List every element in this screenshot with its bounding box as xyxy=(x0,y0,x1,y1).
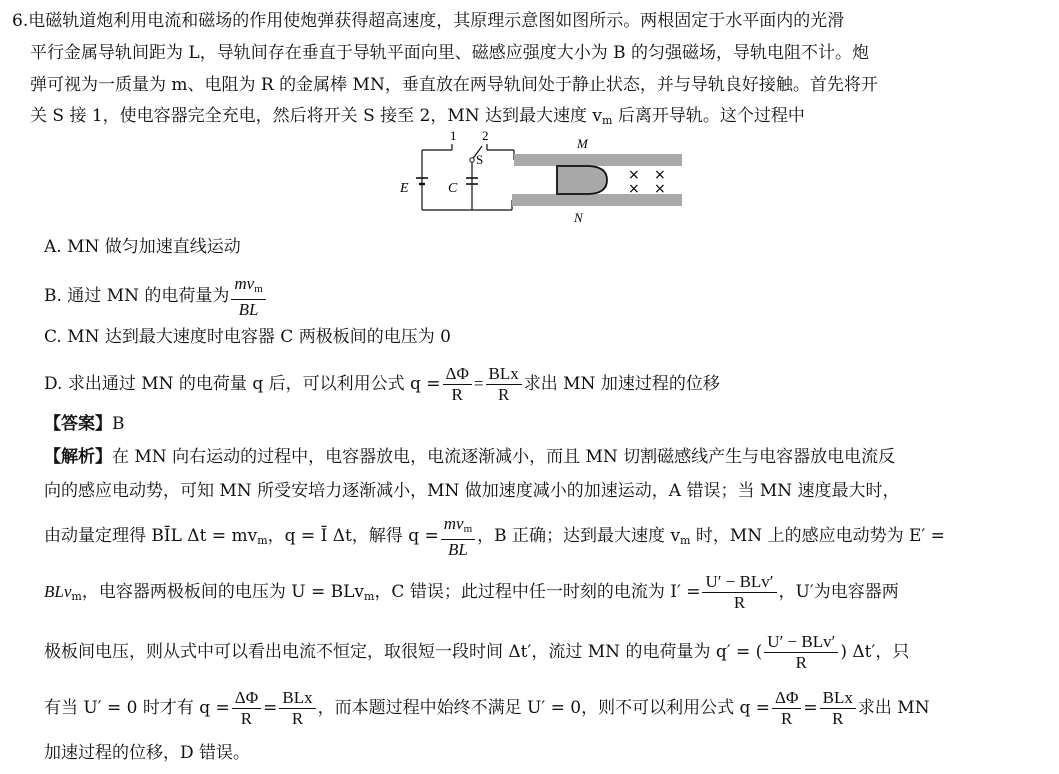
answer-line xyxy=(44,411,125,437)
label-1: 1 xyxy=(450,130,457,143)
answer-value: B xyxy=(112,414,125,434)
field-cross-2: × xyxy=(654,167,666,183)
option-C-text: C. MN 达到最大速度时电容器 C 两极板间的电压为 0 xyxy=(44,327,451,347)
question-text-4: 关 S 接 1，使电容器完全充电，然后将开关 S 接至 2，MN 达到最大速度 v xyxy=(30,106,603,126)
analysis-fraction-6b: $\frac{\text{BLx}}{R}$ xyxy=(279,688,315,729)
analysis-line-4: BLv$_m$，电容器两极板间的电压为 U = BLv$_m$，C 错误；此过程中任一时刻的电流为 I′ = $\frac{\text{U′ − BLv′}}{R}$ ，U′为电容器两 xyxy=(44,572,899,612)
option-D-fraction-2: $\frac{\text{BLx}}{R}$ xyxy=(486,364,522,405)
option-B-text: B. 通过 MN 的电荷量为 xyxy=(44,286,230,306)
analysis-line-3: 由动量定理得 BĪL $\Delta t = mv_m$，q = Ī Δt，解得 q = $\frac{mv_m}{BL}$ ，B 正确；达到最大速度 $v_m$ 时，MN 上的感应电动势为 E′ = xyxy=(44,513,945,559)
option-D-suffix: 求出 MN 加速过程的位移 xyxy=(523,374,720,394)
option-A xyxy=(44,234,241,260)
option-D: D. 求出通过 MN 的电荷量 q 后，可以利用公式 q = $\frac{\Delta\Phi}{R}$ = $\frac{\text{BLx}}{R}$ 求出 MN 加速过程的位移 xyxy=(44,364,720,404)
label-N: N xyxy=(574,210,583,225)
switch-pivot xyxy=(470,158,474,162)
question-text-3: 弹可视为一质量为 m、电阻为 R 的金属棒 MN，垂直放在两导轨间处于静止状态，并与导轨良好接触。首先将开 xyxy=(30,75,878,95)
question-line-1 xyxy=(12,8,844,34)
label-E: E xyxy=(400,181,409,196)
analysis-label: 【解析】 xyxy=(44,447,112,467)
analysis-fraction-6d: $\frac{\text{BLx}}{R}$ xyxy=(820,688,856,729)
question-number: 6. xyxy=(12,11,29,31)
analysis-line-1 xyxy=(44,444,895,470)
option-D-text: D. 求出通过 MN 的电荷量 q 后，可以利用公式 q = xyxy=(44,374,441,394)
analysis-line-7 xyxy=(44,740,250,766)
label-C: C xyxy=(448,181,458,196)
analysis-fraction-6c: $\frac{\Delta\Phi}{R}$ xyxy=(772,688,801,729)
option-D-fraction-1: $\frac{\Delta\Phi}{R}$ xyxy=(443,364,472,405)
option-C xyxy=(44,324,451,350)
option-B xyxy=(44,272,268,320)
question-line-3 xyxy=(30,72,878,98)
label-M: M xyxy=(577,136,588,151)
answer-label: 【答案】 xyxy=(44,414,112,434)
analysis-fraction-current: $\frac{\text{U′ − BLv′}}{R}$ xyxy=(702,572,776,613)
analysis-fraction-6a: $\frac{\Delta\Phi}{R}$ xyxy=(232,688,261,729)
analysis-fraction-charge: $\frac{\text{U′ − BLv′}}{R}$ xyxy=(764,632,838,673)
field-cross-1: × xyxy=(628,167,640,183)
option-A-text: A. MN 做匀加速直线运动 xyxy=(44,237,241,257)
analysis-text-2: 向的感应电动势，可知 MN 所受安培力逐渐减小，MN 做加速度减小的加速运动，A 错误；当 MN 速度最大时， xyxy=(44,481,900,501)
question-text-2: 平行金属导轨间距为 L，导轨间存在垂直于导轨平面向里、磁感应强度大小为 B 的匀强磁场，导轨电阻不计。炮 xyxy=(30,43,869,63)
analysis-line-2 xyxy=(44,478,900,504)
question-text-1: 电磁轨道炮利用电流和磁场的作用使炮弹获得超高速度，其原理示意图如图所示。两根固定于水平面内的光滑 xyxy=(28,11,845,31)
railgun-diagram xyxy=(392,130,692,230)
analysis-fraction-q: $\frac{mv_m}{BL}$ xyxy=(441,514,475,560)
analysis-line-6: 有当 U′ = 0 时才有 q = $\frac{\Delta\Phi}{R}$ = $\frac{\text{BLx}}{R}$ ，而本题过程中始终不满足 U′ = 0，则不可以利用公式 q = $\frac{\Delta\Phi}{R}$ = $\frac{\text{BLx}}{R}$ 求出 MN xyxy=(44,688,930,728)
analysis-text-1: 在 MN 向右运动的过程中，电容器放电，电流逐渐减小，而且 MN 切割磁感线产生与电容器放电电流反 xyxy=(112,447,896,467)
question-text-4-sub: m xyxy=(602,114,613,127)
field-cross-3: × xyxy=(628,181,640,197)
option-B-fraction: $\frac{mv_m}{BL}$ xyxy=(231,274,265,320)
question-line-2 xyxy=(30,40,869,66)
analysis-text-7: 加速过程的位移，D 错误。 xyxy=(44,743,251,763)
rail-M xyxy=(514,154,682,166)
projectile-MN xyxy=(557,166,607,194)
field-cross-4: × xyxy=(654,181,666,197)
label-2: 2 xyxy=(482,130,489,143)
question-text-4-end: 后离开导轨。这个过程中 xyxy=(612,106,805,126)
label-S: S xyxy=(476,152,484,167)
analysis-line-5: 极板间电压，则从式中可以看出电流不恒定，取很短一段时间 Δt′，流过 MN 的电荷量为 q′ = ( $\frac{\text{U′ − BLv′}}{R}$ ) Δt′，只 xyxy=(44,632,910,672)
